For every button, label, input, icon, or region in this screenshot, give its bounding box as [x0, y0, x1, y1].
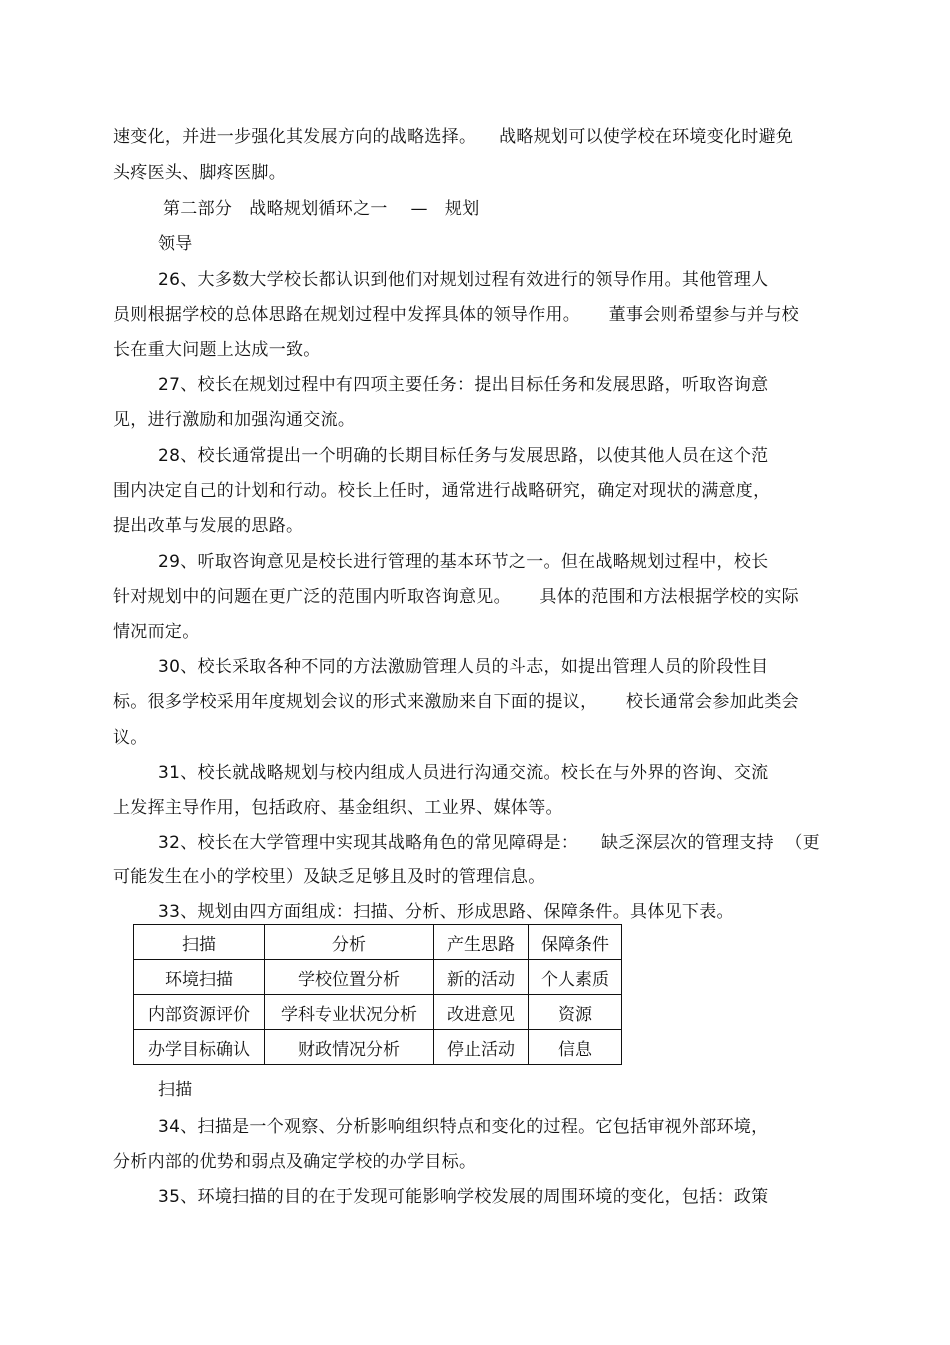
paragraph-line: 员则根据学校的总体思路在规划过程中发挥具体的领导作用。 董事会则希望参与并与校 [113, 305, 799, 325]
table-cell: 停止活动 [434, 1030, 529, 1065]
paragraph-line: 围内决定自己的计划和行动。校长上任时，通常进行战略研究，确定对现状的满意度， [113, 481, 771, 501]
paragraph-line: 上发挥主导作用，包括政府、基金组织、工业界、媒体等。 [113, 798, 563, 818]
paragraph-line: 28、校长通常提出一个明确的长期目标任务与发展思路，以使其他人员在这个范 [158, 446, 769, 466]
table-cell: 学校位置分析 [265, 960, 434, 995]
table-cell: 新的活动 [434, 960, 529, 995]
paragraph-line: 35、环境扫描的目的在于发现可能影响学校发展的周围环境的变化，包括：政策 [158, 1187, 769, 1207]
table-cell: 信息 [529, 1030, 622, 1065]
paragraph-line: 34、扫描是一个观察、分析影响组织特点和变化的过程。它包括审视外部环境， [158, 1117, 769, 1137]
table-row [134, 960, 622, 995]
table-cell: 办学目标确认 [134, 1030, 265, 1065]
table-cell: 内部资源评价 [134, 995, 265, 1030]
paragraph-line: 标。很多学校采用年度规划会议的形式来激励来自下面的提议， 校长通常会参加此类会 [113, 692, 799, 712]
paragraph-line: 32、校长在大学管理中实现其战略角色的常见障碍是： 缺乏深层次的管理支持 （更 [158, 833, 820, 853]
table-cell: 学科专业状况分析 [265, 995, 434, 1030]
table-row [134, 1030, 622, 1065]
table-header-cell: 扫描 [134, 925, 265, 960]
paragraph-line: 31、校长就战略规划与校内组成人员进行沟通交流。校长在与外界的咨询、交流 [158, 763, 769, 783]
paragraph-line: 30、校长采取各种不同的方法激励管理人员的斗志，如提出管理人员的阶段性目 [158, 657, 769, 677]
paragraph-line: 可能发生在小的学校里）及缺乏足够且及时的管理信息。 [113, 867, 546, 887]
section-heading-scan: 扫描 [158, 1080, 193, 1100]
paragraph-line: 29、听取咨询意见是校长进行管理的基本环节之一。但在战略规划过程中，校长 [158, 552, 769, 572]
table-cell: 改进意见 [434, 995, 529, 1030]
paragraph-line: 分析内部的优势和弱点及确定学校的办学目标。 [113, 1152, 477, 1172]
paragraph-line: 头疼医头、脚疼医脚。 [113, 163, 286, 183]
planning-components-table [133, 924, 622, 1065]
paragraph-line: 26、大多数大学校长都认识到他们对规划过程有效进行的领导作用。其他管理人 [158, 270, 769, 290]
paragraph-line: 情况而定。 [113, 622, 200, 642]
paragraph-line: 针对规划中的问题在更广泛的范围内听取咨询意见。 具体的范围和方法根据学校的实际 [113, 587, 799, 607]
table-header-row [134, 925, 622, 960]
part-heading: 第二部分 战略规划循环之一 — 规划 [163, 199, 480, 219]
paragraph-line: 速变化，并进一步强化其发展方向的战略选择。 战略规划可以使学校在环境变化时避免 [113, 127, 794, 147]
table-header-cell: 分析 [265, 925, 434, 960]
paragraph-line: 长在重大问题上达成一致。 [113, 340, 321, 360]
table-header-cell: 保障条件 [529, 925, 622, 960]
table-header-cell: 产生思路 [434, 925, 529, 960]
table-row [134, 995, 622, 1030]
section-heading-lead: 领导 [158, 234, 193, 254]
paragraph-line: 提出改革与发展的思路。 [113, 516, 304, 536]
table-cell: 个人素质 [529, 960, 622, 995]
paragraph-line: 27、校长在规划过程中有四项主要任务：提出目标任务和发展思路，听取咨询意 [158, 375, 769, 395]
table-cell: 环境扫描 [134, 960, 265, 995]
paragraph-line: 议。 [113, 728, 148, 748]
table-cell: 财政情况分析 [265, 1030, 434, 1065]
table-cell: 资源 [529, 995, 622, 1030]
paragraph-line: 33、规划由四方面组成：扫描、分析、形成思路、保障条件。具体见下表。 [158, 902, 734, 922]
paragraph-line: 见，进行激励和加强沟通交流。 [113, 410, 356, 430]
